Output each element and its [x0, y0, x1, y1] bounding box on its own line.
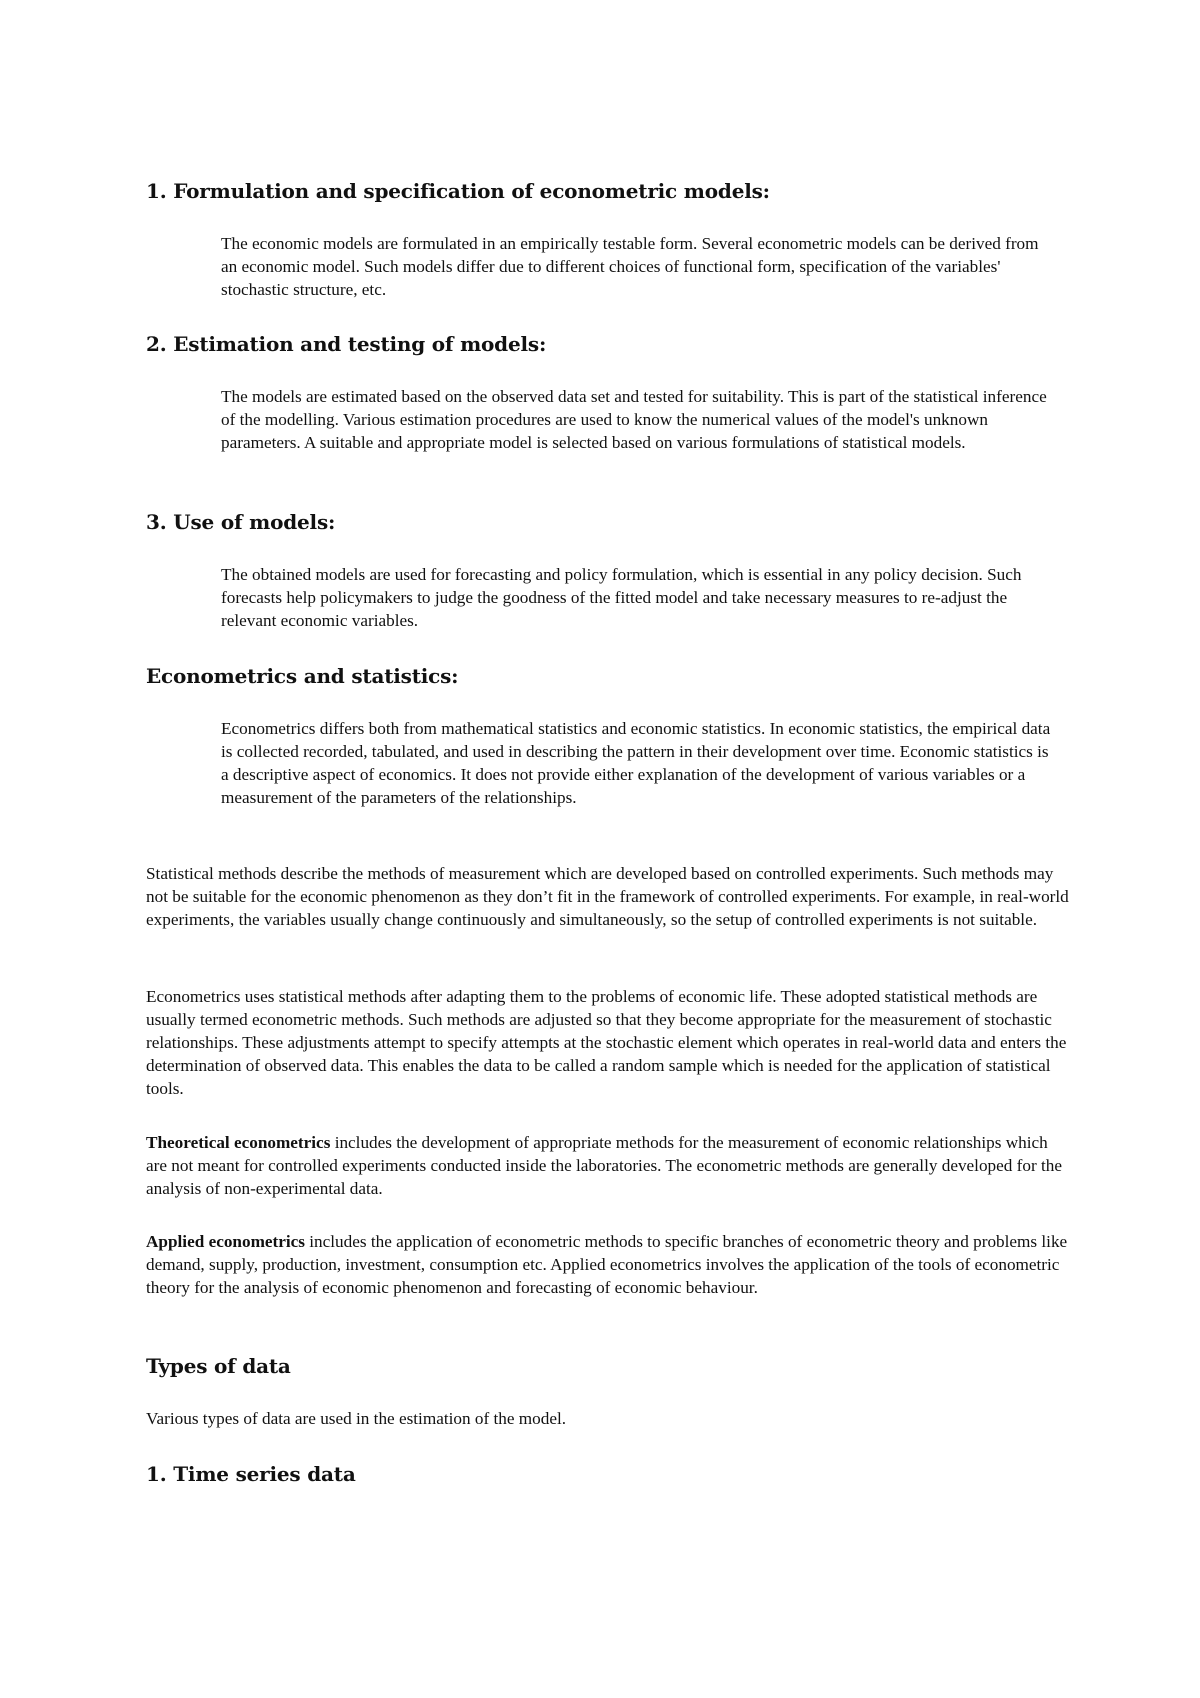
heading-time-series-data: 1. Time series data	[146, 1462, 356, 1486]
section-formulation	[146, 178, 1071, 204]
estimation-body: The models are estimated based on the observed data set and tested for suitability. This is part of the statistical inference of the modelling. Various estimation procedures are used to know the numerical values of the model's unknown parameters. A suitable and appropriate model is selected based on various formulations of statistical models.	[221, 387, 1047, 452]
heading-types-of-data: Types of data	[146, 1354, 291, 1378]
types-of-data-intro: Various types of data are used in the estimation of the model.	[146, 1409, 567, 1428]
paragraph-econometrics-statistics	[221, 717, 1051, 809]
use-body: The obtained models are used for forecasting and policy formulation, which is essential in any policy decision. Such forecasts help policymakers to judge the goodness of the fitted model and take necessary measures to re-adjust the relevant economic variables.	[221, 565, 1022, 630]
paragraph-formulation	[221, 232, 1051, 301]
econometrics-statistics-body: Econometrics differs both from mathematical statistics and economic statistics. In economic statistics, the empirical data is collected recorded, tabulated, and used in describing the pattern in their development over time. Economic statistics is a descriptive aspect of economics. It does not provide either explanation of the development of various variables or a measurement of the parameters of the relationships.	[221, 719, 1051, 807]
applied-econometrics-description: includes the application of econometric methods to specific branches of econometric theory and problems like demand, supply, production, investment, consumption etc. Applied econometrics involves the application of the tools of econometric theory for the analysis of economic phenomenon and forecasting of economic behaviour.	[146, 1232, 1068, 1297]
theoretical-econometrics-text	[146, 1131, 1071, 1200]
heading-formulation: 1. Formulation and specification of econometric models:	[146, 179, 770, 203]
formulation-body: The economic models are formulated in an empirically testable form. Several econometric models can be derived from an economic model. Such models differ due to different choices of functional form, specification of the variables' stochastic structure, etc.	[221, 234, 1039, 299]
theoretical-econometrics-term: Theoretical econometrics	[146, 1133, 331, 1152]
section-time-series-data	[146, 1461, 1071, 1487]
section-estimation	[146, 331, 1071, 357]
econometrics-uses-text: Econometrics uses statistical methods after adapting them to the problems of economic life. These adopted statistical methods are usually termed econometric methods. Such methods are adjusted so that they become appropriate for the measurement of stochastic relationships. These adjustments attempt to specify attempts at the stochastic element which operates in real-world data and enters the determination of observed data. This enables the data to be called a random sample which is needed for the application of statistical tools.	[146, 987, 1067, 1098]
theoretical-econometrics-description: includes the development of appropriate methods for the measurement of economic relationships which are not meant for controlled experiments conducted inside the laboratories. The econometric methods are generally developed for the analysis of non-experimental data.	[146, 1133, 1062, 1198]
heading-use: 3. Use of models:	[146, 510, 336, 534]
paragraph-types-of-data	[146, 1407, 1071, 1430]
section-econometrics-statistics	[146, 663, 1071, 689]
heading-econometrics-statistics: Econometrics and statistics:	[146, 664, 459, 688]
paragraph-theoretical-econometrics	[146, 1131, 1071, 1200]
applied-econometrics-term: Applied econometrics	[146, 1232, 305, 1251]
paragraph-applied-econometrics	[146, 1230, 1071, 1299]
paragraph-econometrics-uses	[146, 985, 1071, 1100]
statistical-methods-text: Statistical methods describe the methods of measurement which are developed based on controlled experiments. Such methods may not be suitable for the economic phenomenon as they don’t fit in the framework of controlled experiments. For example, in real-world experiments, the variables usually change continuously and simultaneously, so the setup of controlled experiments is not suitable.	[146, 864, 1069, 929]
heading-estimation: 2. Estimation and testing of models:	[146, 332, 547, 356]
section-use	[146, 509, 1071, 535]
paragraph-estimation	[221, 385, 1051, 454]
section-types-of-data	[146, 1353, 1071, 1379]
applied-econometrics-text	[146, 1230, 1071, 1299]
paragraph-statistical-methods	[146, 862, 1071, 931]
paragraph-use	[221, 563, 1051, 632]
